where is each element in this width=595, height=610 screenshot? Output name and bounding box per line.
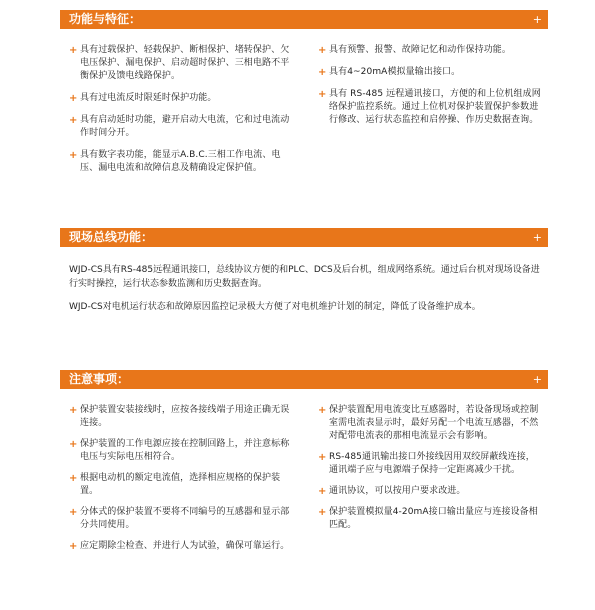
list-item: + 应定期除尘检查、并进行人为试验，确保可靠运行。 [69,541,290,552]
bullet-icon: + [318,67,327,78]
bullet-icon: + [318,452,327,463]
list-item: + 具有预警、报警、故障记忆和动作保持功能。 [318,45,512,56]
list-item: + 根据电动机的额定电流值，选择相应规格的保护装置。 [69,473,281,496]
list-item: + 分体式的保护装置不要将不同编号的互感器和显示部分共同使用。 [69,507,290,530]
section-header-bus [60,228,548,247]
bullet-icon: + [69,405,78,416]
list-item: + 保护装置模拟量4-20mA接口输出量应与连接设备相匹配。 [318,507,538,530]
section-header-notes [60,370,548,389]
list-item: + RS-485通讯输出接口外接线因用双绞屏蔽线连接，通讯端子应与电源端子保持一定距离减少干扰。 [318,452,535,475]
list-item: + 具有启动延时功能，避开启动大电流，它和过电流动作时间分开。 [69,115,290,138]
list-item: + 保护装置配用电流变比互感器时，若设备现场或控制室需电流表显示时，最好另配一个电流互感器，不然对配带电流表的那相电流显示会有影响。 [318,405,539,441]
bullet-icon: + [69,507,78,518]
bullet-icon: + [318,486,327,497]
bullet-icon: + [69,439,78,450]
bullet-icon: + [69,115,78,126]
bullet-icon: + [69,473,78,484]
expand-icon[interactable]: + [532,373,542,386]
bullet-icon: + [318,89,327,100]
notes-right-list [318,404,542,532]
features-right-list [318,44,542,127]
notes-left-list [69,404,295,553]
bullet-icon: + [69,93,78,104]
bullet-icon: + [318,405,327,416]
list-item: + 通讯协议，可以按用户要求改进。 [318,486,466,497]
list-item: + 具有数字表功能，能显示A.B.C.三相工作电流、电压、漏电电流和故障信息及精确设定保护值。 [69,150,281,173]
section-title: 注意事项： [69,372,130,386]
features-left-list [69,44,295,175]
list-item: + 保护装置安装接线时，应按各接线端子用途正确无误连接。 [69,405,290,428]
bus-paragraph-1: WJD-CS具有RS-485远程通讯接口，总线协议方便的和PLC、DCS及后台机，组成网络系统。通过后台机对现场设备进行实时操控，运行状态参数监测和历史数据查询。 [69,265,540,289]
bullet-icon: + [69,541,78,552]
bullet-icon: + [318,507,327,518]
list-item: + 具有 RS-485 远程通讯接口，方便的和上位机组成网络保护监控系统。通过上位机对保护装置保护参数进行修改、运行状态监控和启停操、作历史数据查询。 [318,89,541,125]
bullet-icon: + [318,45,327,56]
bullet-icon: + [69,150,78,161]
list-item: + 具有过电流反时限延时保护功能。 [69,93,217,104]
bullet-icon: + [69,45,78,56]
expand-icon[interactable]: + [532,231,542,244]
list-item: + 具有过载保护、轻载保护、断相保护、堵转保护、欠电压保护、漏电保护、启动超时保护、三相电路不平衡保护及馈电线路保护。 [69,45,290,81]
list-item: + 具有4~20mA模拟量输出接口。 [318,67,461,78]
section-title: 功能与特征： [69,12,142,26]
bus-paragraph-2: WJD-CS对电机运行状态和故障原因监控记录极大方便了对电机维护计划的制定，降低了设备维护成本。 [69,302,481,312]
expand-icon[interactable]: + [532,13,542,26]
section-title: 现场总线功能： [69,230,154,244]
list-item: + 保护装置的工作电源应接在控制回路上，并注意标称电压与实际电压相符合。 [69,439,290,462]
section-header-features [60,10,548,29]
